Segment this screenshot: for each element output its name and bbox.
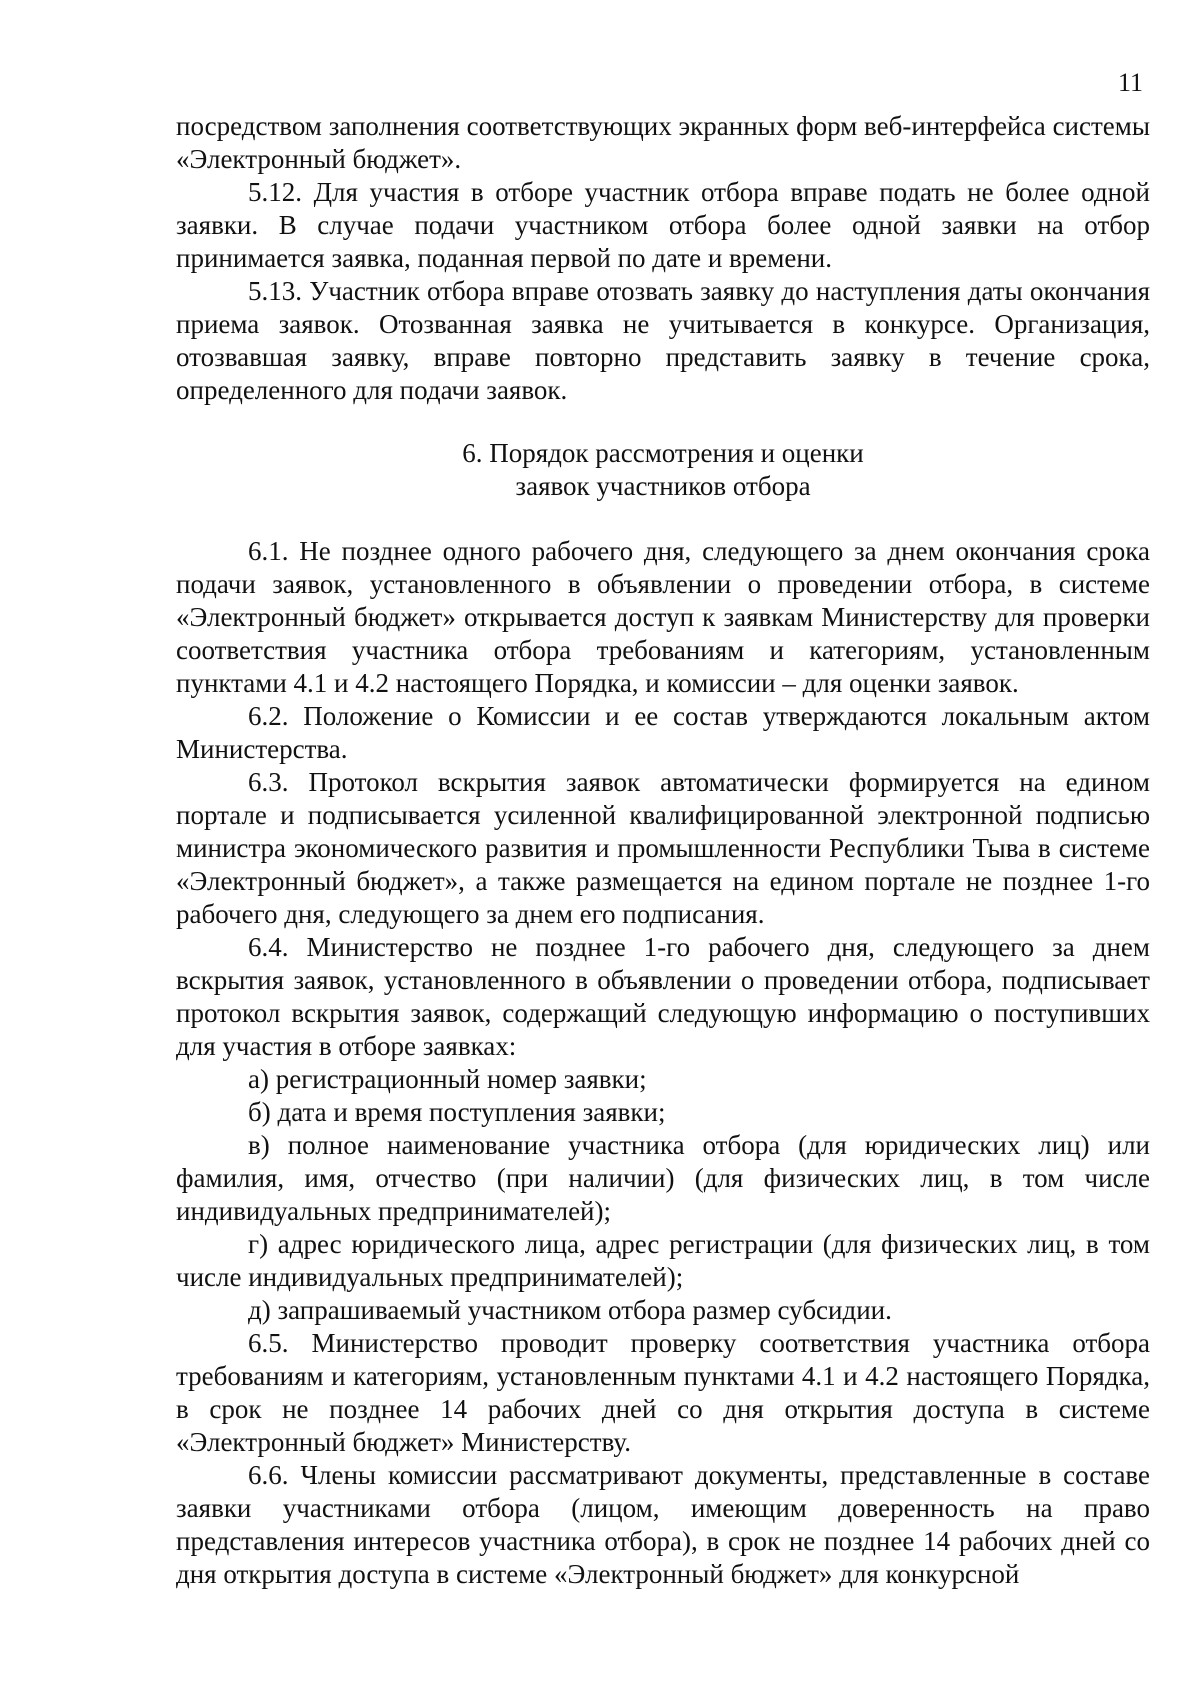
page-number: 11 xyxy=(1118,68,1144,97)
paragraph-6-4: 6.4. Министерство не позднее 1-го рабочего дня, следующего за днем вскрытия заявок, установленного в объявлении о проведении отбора, подписывает протокол вскрытия заявок, содержащий следующую информацию о поступивших для участия в отборе заявках: xyxy=(176,932,1150,1061)
paragraph-5-12: 5.12. Для участия в отборе участник отбора вправе подать не более одной заявки. В случае подачи участником отбора более одной заявки на отбор принимается заявка, поданная первой по дате и времени. xyxy=(176,177,1150,273)
section-heading-line-2: заявок участников отбора xyxy=(515,471,811,501)
paragraph-5-13: 5.13. Участник отбора вправе отозвать заявку до наступления даты окончания приема заявок. Отозванная заявка не учитывается в конкурсе. Организация, отозвавшая заявку, вправе повторно представить заявку в течение срока, определенного для подачи заявок. xyxy=(176,276,1150,405)
list-item-g: г) адрес юридического лица, адрес регистрации (для физических лиц, в том числе индивидуальных предпринимателей); xyxy=(176,1229,1150,1292)
list-item-b: б) дата и время поступления заявки; xyxy=(248,1097,666,1127)
paragraph-6-2: 6.2. Положение о Комиссии и ее состав утверждаются локальным актом Министерства. xyxy=(176,701,1150,764)
list-item-v: в) полное наименование участника отбора (для юридических лиц) или фамилия, имя, отчество (при наличии) (для физических лиц, в том числе индивидуальных предпринимателей); xyxy=(176,1130,1150,1226)
paragraph-6-5: 6.5. Министерство проводит проверку соответствия участника отбора требованиям и категориям, установленным пунктами 4.1 и 4.2 настоящего Порядка, в срок не позднее 14 рабочих дней со дня открытия доступа в системе «Электронный бюджет» Министерству. xyxy=(176,1328,1150,1457)
section-heading xyxy=(176,437,1150,503)
paragraph-6-3: 6.3. Протокол вскрытия заявок автоматически формируется на едином портале и подписывается усиленной квалифицированной электронной подписью министра экономического развития и промышленности Республики Тыва в системе «Электронный бюджет», а также размещается на едином портале не позднее 1-го рабочего дня, следующего за днем его подписания. xyxy=(176,767,1150,929)
list-item-a: а) регистрационный номер заявки; xyxy=(248,1064,647,1094)
paragraph-continuation: посредством заполнения соответствующих экранных форм веб-интерфейса системы «Электронный бюджет». xyxy=(176,111,1150,174)
list-item-d: д) запрашиваемый участником отбора размер субсидии. xyxy=(248,1295,892,1325)
paragraph-6-1: 6.1. Не позднее одного рабочего дня, следующего за днем окончания срока подачи заявок, установленного в объявлении о проведении отбора, в системе «Электронный бюджет» открывается доступ к заявкам Министерству для проверки соответствия участника отбора требованиям и категориям, установленным пунктами 4.1 и 4.2 настоящего Порядка, и комиссии – для оценки заявок. xyxy=(176,536,1150,698)
paragraphs-after-section xyxy=(176,535,1150,1591)
section-heading-line-1: 6. Порядок рассмотрения и оценки xyxy=(462,438,864,468)
document-body xyxy=(176,110,1150,1591)
paragraph-6-6: 6.6. Члены комиссии рассматривают документы, представленные в составе заявки участниками отбора (лицом, имеющим доверенность на право представления интересов участника отбора), в срок не позднее 14 рабочих дней со дня открытия доступа в системе «Электронный бюджет» для конкурсной xyxy=(176,1460,1150,1589)
paragraphs-before-section xyxy=(176,110,1150,407)
